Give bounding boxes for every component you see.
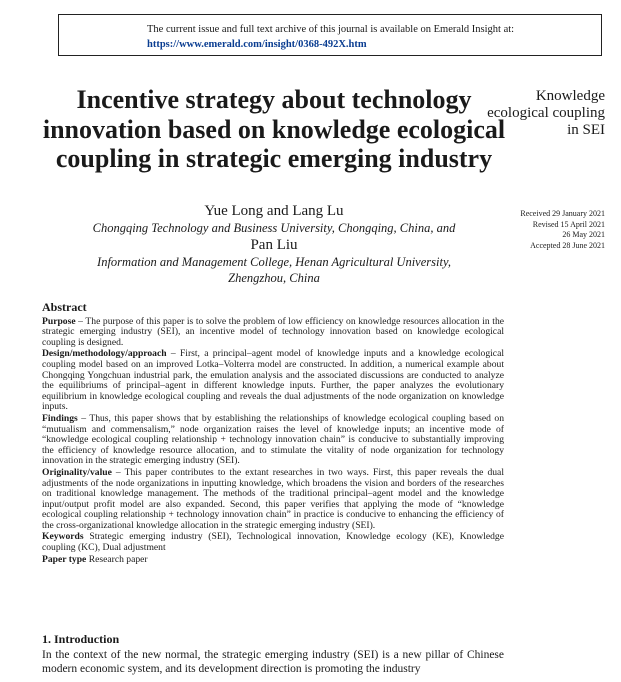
- paper-title: Incentive strategy about technology innovation based on knowledge ecological coupling in strategic emerging industry: [42, 85, 506, 173]
- design-text: – First, a principal–agent model of knowledge inputs and a knowledge ecological coupling model based on an improved Lotka–Volterra model are constructed. In addition, a numerical example about Chongqing Yongchuan industrial park, the emulation analysis and the associated discussions are conducted to analyze the equilibriums of principal–agent in different knowledge inputs. Further, the paper analyzes the evolutionary equilibrium in knowledge ecological coupling and reveals the dual adjustments of the node organization on knowledge inputs.: [42, 348, 504, 413]
- paper-type-text: Research paper: [86, 553, 148, 565]
- findings-text: – Thus, this paper shows that by establishing the relationships of knowledge ecological coupling based on “mutualism and commensalism,” node organization raises the level of knowledge inputs; an incentive mode of “knowledge ecological coupling relationship + technology innovation chain” is conducive to substantially improving the efficiency of knowledge resource allocation, and to stimulate the vitality of node organization for technology innovation in the strategic emerging industry (SEI).: [42, 412, 504, 467]
- author-names-group2: Pan Liu: [250, 237, 298, 253]
- abstract-design: [42, 349, 504, 413]
- design-label: Design/methodology/approach: [42, 348, 167, 360]
- findings-label: Findings: [42, 412, 78, 424]
- abstract-keywords: [42, 532, 504, 553]
- originality-label: Originality/value: [42, 466, 112, 478]
- purpose-text: – The purpose of this paper is to solve the problem of low efficiency on knowledge resources allocation in the strategic emerging industry (SEI), an incentive model of technology innovation based on knowledge ecological coupling is designed.: [42, 315, 504, 348]
- abstract-paper-type: [42, 555, 504, 566]
- originality-text: – This paper contributes to the extant researches in two ways. First, this paper reveals the dual adjustments of the node organizations in inputting knowledge, which broadens the vision and borders of the researches on traditional knowledge management. The methods of the traditional principal–agent model and the knowledge input/output profit model are also expanded. Second, this paper verifies that applying the mode of “knowledge ecological coupling relationship + technology innovation chain” in practice is conducive to enhancing the efficiency of the cross-organizational knowledge allocation in the strategic emerging industry (SEI).: [42, 466, 504, 531]
- affiliation-group2-line1: Information and Management College, Henan Agricultural University,: [97, 255, 451, 269]
- keywords-text: Strategic emerging industry (SEI), Technological innovation, Knowledge ecology (KE), Knowledge coupling (KC), Dual adjustment: [42, 531, 504, 554]
- abstract-heading: Abstract: [42, 300, 87, 314]
- introduction-section: [42, 632, 504, 676]
- abstract-purpose: [42, 317, 504, 349]
- paper-type-label: Paper type: [42, 553, 87, 565]
- running-head: Knowledge ecological coupling in SEI: [487, 88, 605, 138]
- date-received: Received 29 January 2021: [520, 209, 605, 218]
- journal-availability-notice: [58, 14, 602, 56]
- date-revised: Revised 15 April 2021: [532, 219, 605, 229]
- abstract-findings: [42, 414, 504, 467]
- affiliation-group2-line2: Zhengzhou, China: [228, 271, 320, 285]
- introduction-text: In the context of the new normal, the strategic emerging industry (SEI) is a new pillar of Chinese modern economic system, and its development direction is promoting the industry: [42, 649, 504, 675]
- abstract-originality: [42, 468, 504, 532]
- purpose-label: Purpose: [42, 315, 76, 327]
- affiliation-group1: Chongqing Technology and Business University, Chongqing, China, and: [92, 221, 456, 235]
- notice-text: The current issue and full text archive of this journal is available on Emerald Insight at:: [147, 24, 515, 35]
- introduction-heading: 1. Introduction: [42, 632, 120, 646]
- keywords-label: Keywords: [42, 531, 84, 543]
- date-accepted: Accepted 28 June 2021: [530, 240, 605, 250]
- author-block: [40, 202, 508, 286]
- abstract-section: [42, 302, 504, 566]
- author-names-group1: Yue Long and Lang Lu: [204, 203, 344, 219]
- date-revised-second: 26 May 2021: [562, 230, 605, 239]
- journal-url-link[interactable]: https://www.emerald.com/insight/0368-492X.htm: [147, 39, 367, 50]
